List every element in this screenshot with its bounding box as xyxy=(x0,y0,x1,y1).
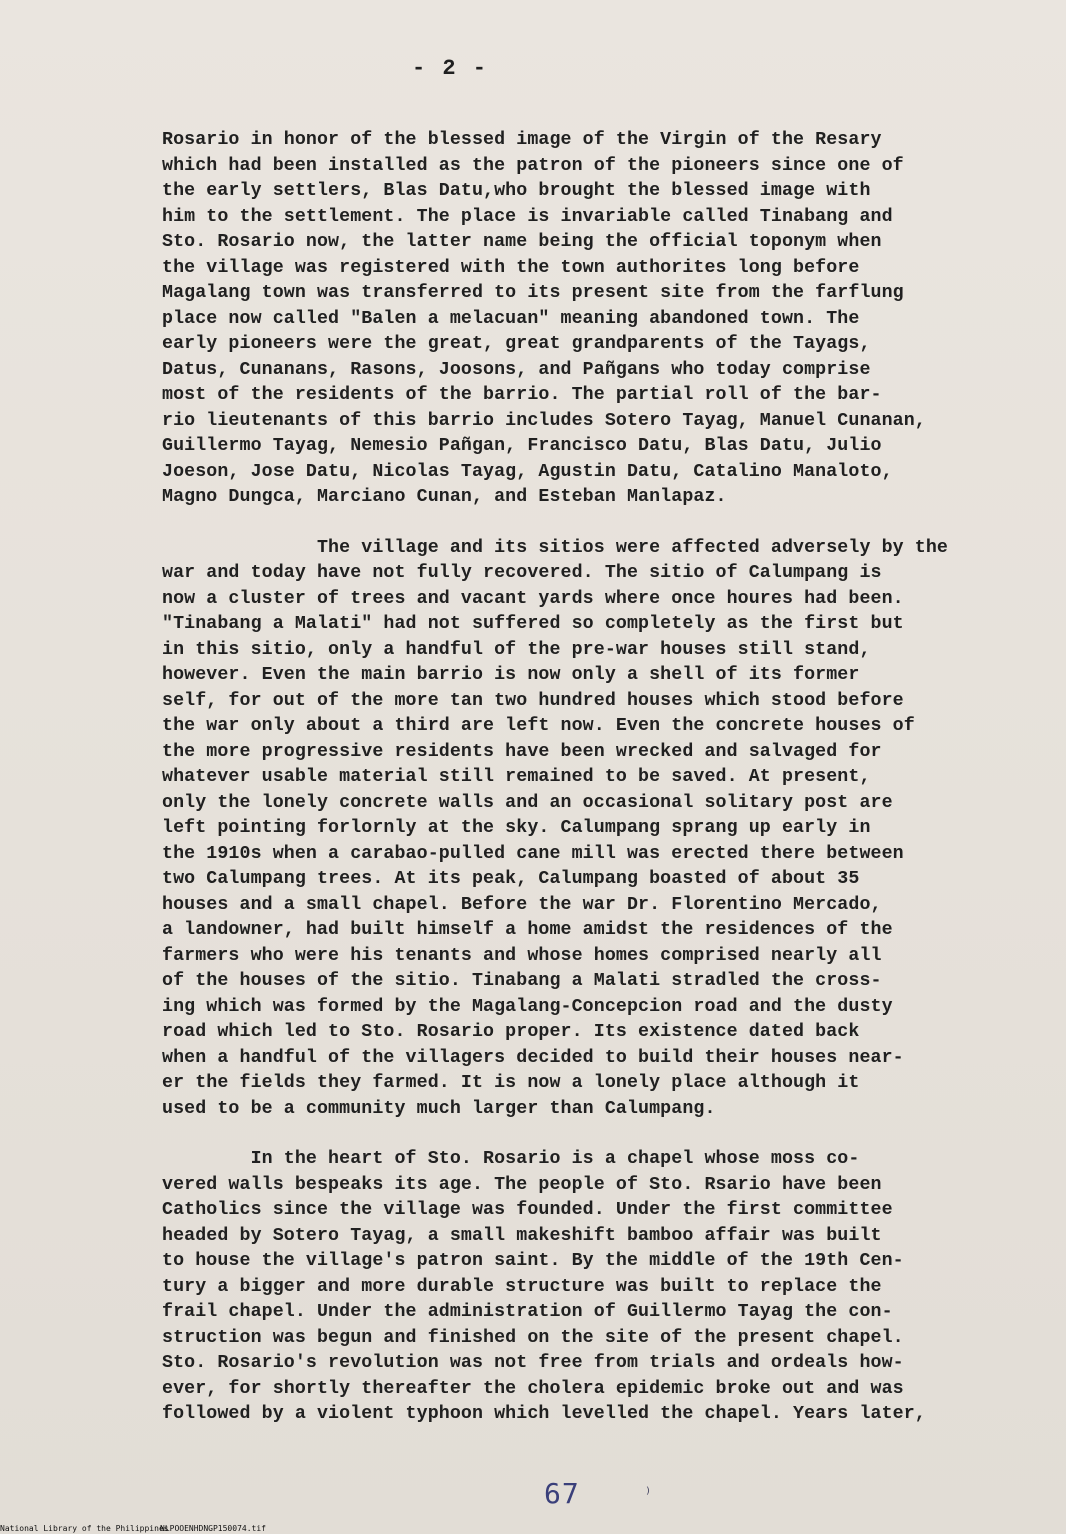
text-line: whatever usable material still remained to be saved. At present, xyxy=(162,767,871,787)
text-line: The village and its sitios were affected adversely by the xyxy=(162,537,949,558)
text-line: place now called "Balen a melacuan" meaning abandoned town. The xyxy=(162,308,860,329)
footer-filename: NLPOOENHDNGP150074.tif xyxy=(160,1524,266,1533)
paragraph-3 xyxy=(162,1147,1022,1428)
text-line: Rosario in honor of the blessed image of the Virgin of the Resary xyxy=(162,130,882,150)
text-line: Joeson, Jose Datu, Nicolas Tayag, Agustin Datu, Catalino Manaloto, xyxy=(162,461,893,482)
text-line: vered walls bespeaks its age. The people of Sto. Rsario have been xyxy=(162,1174,882,1195)
text-line: self, for out of the more tan two hundred houses which stood before xyxy=(162,690,904,711)
text-line: which had been installed as the patron of the pioneers since one of xyxy=(162,155,904,176)
text-line: used to be a community much larger than Calumpang. xyxy=(162,1098,716,1119)
text-line: Catholics since the village was founded. Under the first committee xyxy=(162,1200,893,1220)
text-line: struction was begun and finished on the site of the present chapel. xyxy=(162,1327,904,1348)
text-line: er the fields they farmed. It is now a lonely place although it xyxy=(162,1073,860,1093)
text-line: Guillermo Tayag, Nemesio Pañgan, Francisco Datu, Blas Datu, Julio xyxy=(162,436,882,456)
text-line: early pioneers were the great, great grandparents of the Tayags, xyxy=(162,334,871,354)
text-line: left pointing forlornly at the sky. Calumpang sprang up early in xyxy=(162,818,871,838)
text-line: only the lonely concrete walls and an occasional solitary post are xyxy=(162,792,893,813)
text-line: ever, for shortly thereafter the cholera epidemic broke out and was xyxy=(162,1378,904,1399)
text-line: frail chapel. Under the administration of Guillermo Tayag the con- xyxy=(162,1302,893,1322)
paragraph-gap xyxy=(162,511,1022,536)
text-line: rio lieutenants of this barrio includes Sotero Tayag, Manuel Cunanan, xyxy=(162,410,926,431)
text-line: him to the settlement. The place is invariable called Tinabang and xyxy=(162,206,893,227)
text-line: "Tinabang a Malati" had not suffered so completely as the first but xyxy=(162,614,904,634)
text-line: to house the village's patron saint. By the middle of the 19th Cen- xyxy=(162,1251,904,1271)
text-line: farmers who were his tenants and whose homes comprised nearly all xyxy=(162,945,882,966)
text-line: tury a bigger and more durable structure was built to replace the xyxy=(162,1276,882,1297)
text-line: Sto. Rosario now, the latter name being the official toponym when xyxy=(162,232,882,252)
text-line: of the houses of the sitio. Tinabang a Malati stradled the cross- xyxy=(162,971,882,991)
text-line: in this sitio, only a handful of the pre-war houses still stand, xyxy=(162,639,871,660)
text-line: Sto. Rosario's revolution was not free from trials and ordeals how- xyxy=(162,1353,904,1373)
text-line: the war only about a third are left now. Even the concrete houses of xyxy=(162,716,915,736)
text-line: now a cluster of trees and vacant yards where once houres had been. xyxy=(162,588,904,609)
text-line: when a handful of the villagers decided to build their houses near- xyxy=(162,1047,904,1068)
pencil-mark: ⁾ xyxy=(646,1484,650,1503)
text-line: houses and a small chapel. Before the war Dr. Florentino Mercado, xyxy=(162,894,882,915)
page-number: - 2 - xyxy=(412,56,489,81)
text-line: In the heart of Sto. Rosario is a chapel whose moss co- xyxy=(162,1149,860,1169)
text-line: Datus, Cunanans, Rasons, Joosons, and Pañgans who today comprise xyxy=(162,359,871,380)
text-line: the more progressive residents have been wrecked and salvaged for xyxy=(162,741,882,762)
paragraph-gap xyxy=(162,1122,1022,1147)
footer-library: National Library of the Philippines xyxy=(0,1524,169,1533)
text-line: Magalang town was transferred to its present site from the farflung xyxy=(162,283,904,303)
text-line: road which led to Sto. Rosario proper. Its existence dated back xyxy=(162,1022,860,1042)
body-text xyxy=(162,128,1022,1428)
folio-stamp: 67 xyxy=(544,1477,580,1510)
text-line: a landowner, had built himself a home amidst the residences of the xyxy=(162,920,893,940)
text-line: however. Even the main barrio is now only a shell of its former xyxy=(162,665,860,685)
text-line: Magno Dungca, Marciano Cunan, and Esteban Manlapaz. xyxy=(162,487,727,507)
text-line: the 1910s when a carabao-pulled cane mill was erected there between xyxy=(162,843,904,864)
text-line: war and today have not fully recovered. The sitio of Calumpang is xyxy=(162,563,882,583)
text-line: two Calumpang trees. At its peak, Calumpang boasted of about 35 xyxy=(162,869,860,889)
text-line: ing which was formed by the Magalang-Concepcion road and the dusty xyxy=(162,996,893,1017)
text-line: headed by Sotero Tayag, a small makeshift bamboo affair was built xyxy=(162,1225,882,1246)
text-line: the village was registered with the town authorites long before xyxy=(162,257,860,278)
text-line: followed by a violent typhoon which levelled the chapel. Years later, xyxy=(162,1404,926,1424)
paragraph-2 xyxy=(162,536,1022,1123)
text-line: most of the residents of the barrio. The partial roll of the bar- xyxy=(162,385,882,405)
paragraph-1 xyxy=(162,128,1022,511)
text-line: the early settlers, Blas Datu,who brought the blessed image with xyxy=(162,181,871,201)
